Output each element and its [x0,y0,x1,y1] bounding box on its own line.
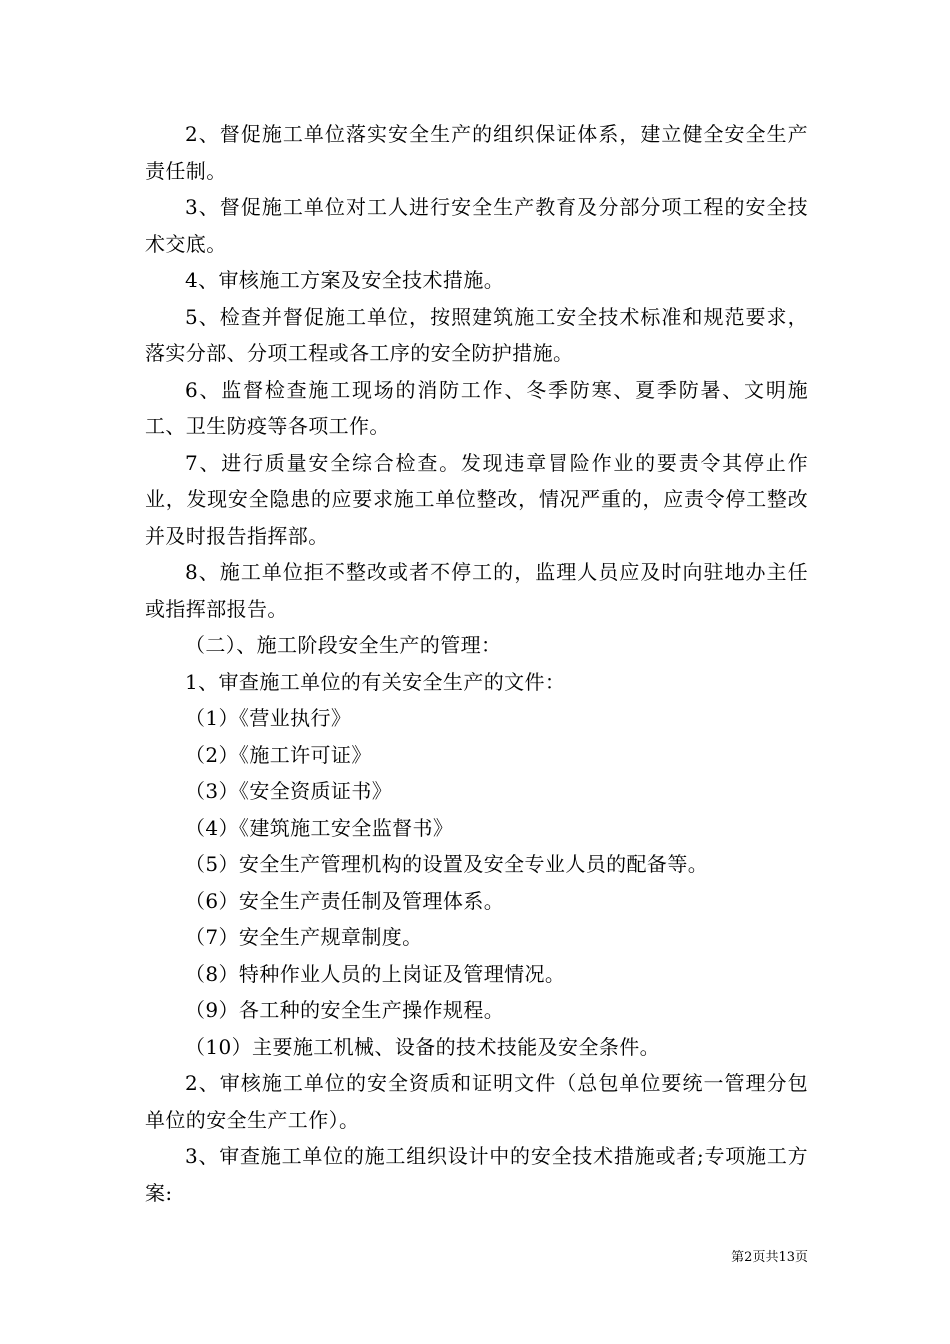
page-footer [0,1248,808,1268]
paragraph: 2、督促施工单位落实安全生产的组织保证体系，建立健全安全生产责任制。 [145,122,808,183]
list-item: （5）安全生产管理机构的设置及安全专业人员的配备等。 [185,852,709,876]
paragraph: 5、检查并督促施工单位，按照建筑施工安全技术标准和规范要求，落实分部、分项工程或各工序的安全防护措施。 [145,304,808,365]
paragraph: 6、监督检查施工现场的消防工作、冬季防寒、夏季防暑、文明施工、卫生防疫等各项工作。 [145,377,808,438]
section-heading: （二）、施工阶段安全生产的管理： [185,633,502,657]
list-item: （3）《安全资质证书》 [185,779,393,803]
list-item: （7）安全生产规章制度。 [185,925,423,949]
paragraph: 2、审核施工单位的安全资质和证明文件（总包单位要统一管理分包单位的安全生产工作）。 [145,1071,808,1132]
paragraph: 4、审核施工方案及安全技术措施。 [185,268,505,292]
list-item: （2）《施工许可证》 [185,742,372,767]
paragraph: 7、进行质量安全综合检查。发现违章冒险作业的要责令其停止作业，发现安全隐患的应要求施工单位整改，情况严重的，应责令停工整改并及时报告指挥部。 [145,450,808,548]
list-item: （10）主要施工机械、设备的技术技能及安全条件。 [185,1034,661,1059]
document-body [145,116,808,1211]
list-item: （9）各工种的安全生产操作规程。 [185,998,505,1022]
paragraph: 3、督促施工单位对工人进行安全生产教育及分部分项工程的安全技术交底。 [145,195,808,256]
page-number: 第2页共13页 [731,1250,808,1265]
paragraph: 1、审查施工单位的有关安全生产的文件： [185,669,566,694]
list-item: （8）特种作业人员的上岗证及管理情况。 [185,961,566,986]
paragraph: 8、施工单位拒不整改或者不停工的，监理人员应及时向驻地办主任或指挥部报告。 [145,560,808,621]
list-item: （6）安全生产责任制及管理体系。 [185,888,505,913]
list-item: （1）《营业执行》 [185,706,352,730]
paragraph: 3、审查施工单位的施工组织设计中的安全技术措施或者;专项施工方案: [145,1144,808,1205]
list-item: （4）《建筑施工安全监督书》 [185,815,454,840]
